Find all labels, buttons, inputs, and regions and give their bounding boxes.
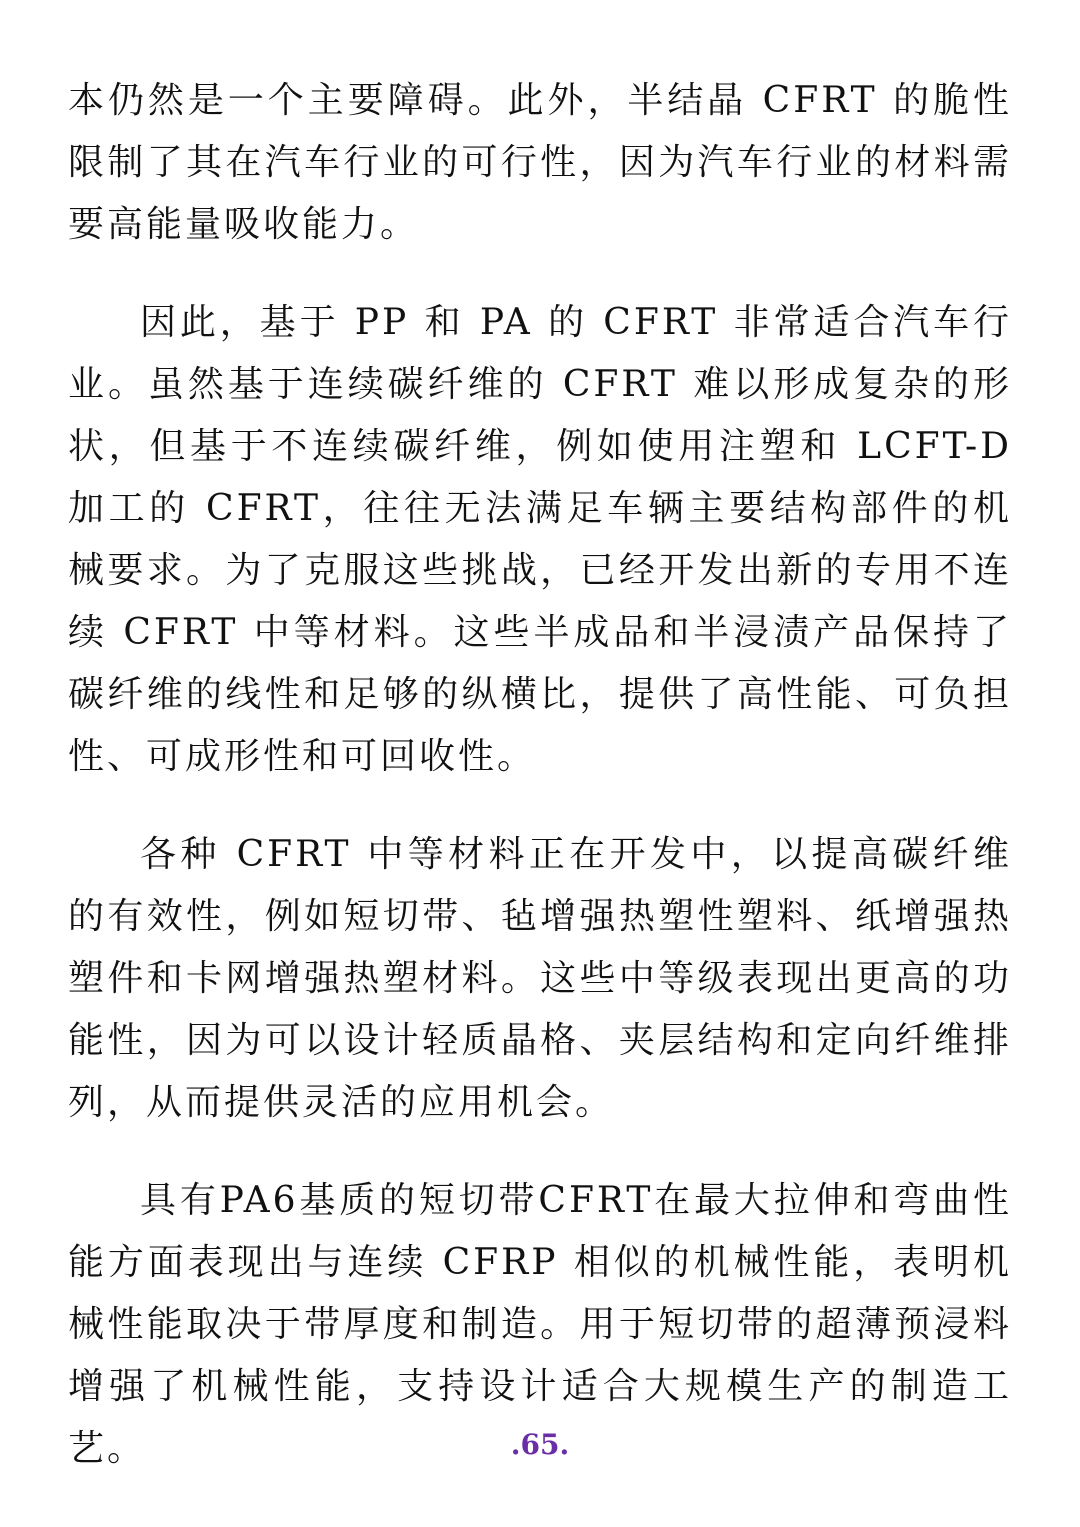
paragraph: 具有PA6基质的短切带CFRT在最大拉伸和弯曲性能方面表现出与连续 CFRP 相似的机械性能，表明机械性能取决于带厚度和制造。用于短切带的超薄预浸料增强了机械性能，支持设计适合大规模生产的制造工艺。 — [68, 1180, 1012, 1469]
paragraph: 因此，基于 PP 和 PA 的 CFRT 非常适合汽车行业。虽然基于连续碳纤维的 CFRT 难以形成复杂的形状，但基于不连续碳纤维，例如使用注塑和 LCFT-D 加工的 CFRT，往往无法满足车辆主要结构部件的机械要求。为了克服这些挑战，已经开发出新的专用不连续 CFRT 中等材料。这些半成品和半浸渍产品保持了碳纤维的线性和足够的纵横比，提供了高性能、可负担性、可成形性和可回收性。 — [68, 302, 1012, 777]
page-number: .65. — [510, 1428, 570, 1461]
paragraph: 各种 CFRT 中等材料正在开发中，以提高碳纤维的有效性，例如短切带、毡增强热塑性塑料、纸增强热塑件和卡网增强热塑材料。这些中等级表现出更高的功能性，因为可以设计轻质晶格、夹层结构和定向纤维排列，从而提供灵活的应用机会。 — [68, 834, 1012, 1123]
paragraph-continuation: 本仍然是一个主要障碍。此外，半结晶 CFRT 的脆性限制了其在汽车行业的可行性，因为汽车行业的材料需要高能量吸收能力。 — [68, 80, 1012, 245]
body-text — [68, 70, 1012, 1516]
